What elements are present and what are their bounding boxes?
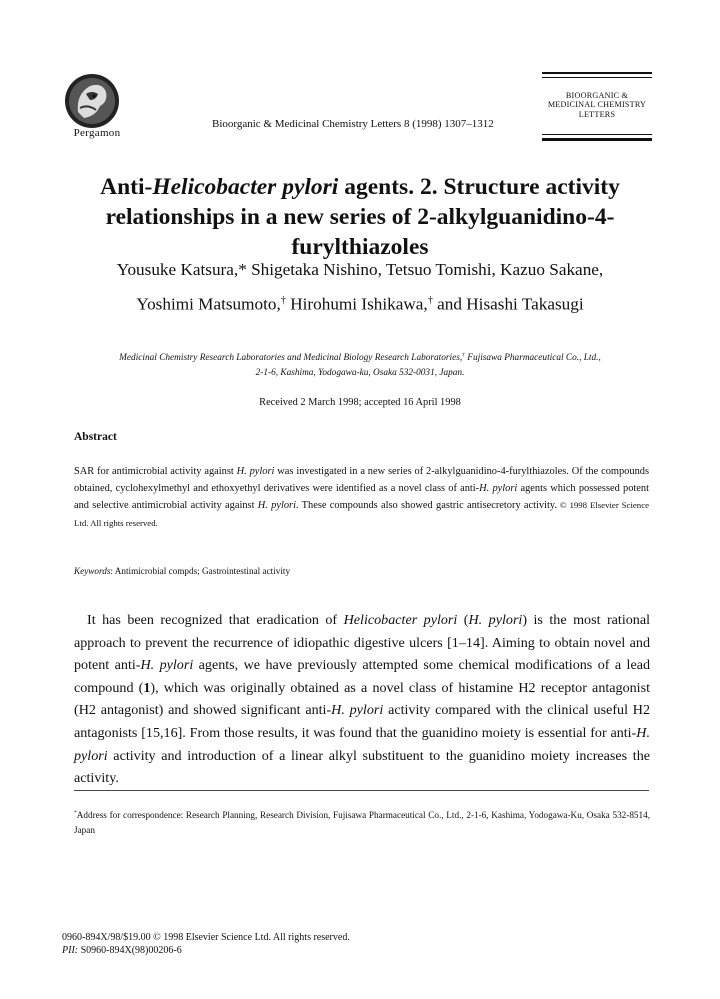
body-italic: H. pylori [331, 702, 384, 719]
abstract-span: was investigated in a new series of 2-alkylguanidino-4-furylthiazoles. Of the compounds obtained, cyclohexylmethyl and ethoxyethyl derivatives were identified as a novel class of anti- [74, 466, 649, 494]
journal-name-line: BIOORGANIC & [565, 91, 629, 100]
article-title [90, 172, 630, 262]
journal-citation: Bioorganic & Medicinal Chemistry Letters 8 (1998) 1307–1312 [212, 118, 494, 130]
received-dates: Received 2 March 1998; accepted 16 April 1998 [259, 397, 461, 408]
body-paragraph [74, 609, 650, 790]
keywords-label: Keywords [74, 566, 111, 576]
body-span: agents, we have previously attempted some chemical modifications of a lead compound ( [74, 657, 650, 696]
dagger-mark: † [462, 352, 465, 358]
header-rule [542, 77, 652, 78]
footnote-text: Address for correspondence: Research Planning, Research Division, Fujisawa Pharmaceutical Co., Ltd., 2-1-6, Kashima, Yodogawa-Ku, Osaka 532-8514, Japan [74, 810, 650, 836]
body-span: ( [457, 612, 469, 628]
journal-name-line: LETTERS [578, 109, 616, 119]
abstract-italic: H. pylori [236, 466, 275, 477]
body-span: It has been recognized that eradication of [87, 612, 344, 628]
title-text: Anti- [100, 174, 153, 200]
header-rule [542, 138, 652, 141]
author-list [70, 254, 650, 320]
affiliation-text: Fujisawa Pharmaceutical Co., Ltd., [464, 353, 601, 364]
title-italic-text: Helicobacter pylori [152, 174, 339, 200]
keywords-text: : Antimicrobial compds; Gastrointestinal activity [110, 566, 291, 576]
publisher-logo [62, 72, 122, 130]
body-italic: Helicobacter pylori [343, 612, 458, 628]
pii-value: S0960-894X(98)00206-6 [78, 945, 182, 956]
body-italic: H. pylori [140, 657, 194, 674]
copyright-line: 0960-894X/98/$19.00 © 1998 Elsevier Science Ltd. All rights reserved. [62, 932, 350, 943]
body-span: ), which was originally obtained as a novel class of histamine H2 receptor antagonist (H2 antagonist) and showed significant anti- [74, 679, 650, 719]
copyright-footer [62, 931, 350, 957]
body-span: ) is the most rational approach to prevent the recurrence of idiopathic digestive ulcers [1–14]. Aiming to obtain novel and potent anti- [74, 612, 650, 674]
footnote-rule [74, 790, 649, 791]
keywords [74, 566, 290, 576]
abstract-italic: H. pylori [257, 500, 296, 512]
pii-line [62, 944, 350, 957]
footnote [74, 806, 650, 838]
author-text: Hirohumi Ishikawa, [285, 294, 428, 314]
title-text: agents. 2. Structure activity relationships in a new series of 2-alkylguanidino-4-furylthiazoles [105, 174, 620, 260]
abstract-text [74, 464, 649, 532]
footnote-star: * [74, 810, 77, 816]
abstract-span: . These compounds also showed gastric antisecretory activity. [295, 500, 558, 512]
body-span: activity and introduction of a linear alkyl substituent to the guanidino moiety increases the activity. [74, 747, 650, 787]
journal-name-line: MEDICINAL CHEMISTRY [547, 100, 647, 110]
dagger-mark: † [427, 295, 433, 306]
abstract-copyright: © 1998 Elsevier Science Ltd. All rights reserved. [74, 500, 650, 528]
affiliation [72, 348, 648, 381]
body-italic: H. pylori [74, 724, 650, 764]
affiliation-text: Medicinal Chemistry Research Laboratories and Medicinal Biology Research Laboratories, [119, 353, 463, 364]
compound-number: 1 [143, 679, 151, 696]
abstract-italic: H. pylori [479, 482, 518, 494]
header-rule [542, 72, 652, 74]
abstract-span: agents which possessed potent and selective antimicrobial activity against [74, 482, 649, 512]
affiliation-line [72, 348, 648, 366]
body-span: activity compared with the clinical useful H2 antagonists [15,16]. From those results, it was found that the guanidino moiety is essential for anti- [74, 702, 651, 741]
author-line [70, 285, 650, 320]
publisher-name: Pergamon [73, 127, 121, 139]
author-line: Yousuke Katsura,* Shigetaka Nishino, Tetsuo Tomishi, Kazuo Sakane, [116, 260, 604, 279]
journal-name-box [540, 91, 654, 119]
pii-label: PII: [62, 945, 79, 956]
abstract-span: SAR for antimicrobial activity against [74, 466, 237, 477]
affiliation-line: 2-1-6, Kashima, Yodogawa-ku, Osaka 532-0031, Japan. [255, 368, 465, 379]
body-italic: H. pylori [468, 612, 523, 628]
abstract-heading: Abstract [74, 431, 117, 443]
header-rule [542, 134, 652, 135]
dagger-mark: † [280, 295, 286, 306]
author-text: and Hisashi Takasugi [432, 294, 584, 314]
author-text: Yoshimi Matsumoto, [136, 294, 281, 314]
